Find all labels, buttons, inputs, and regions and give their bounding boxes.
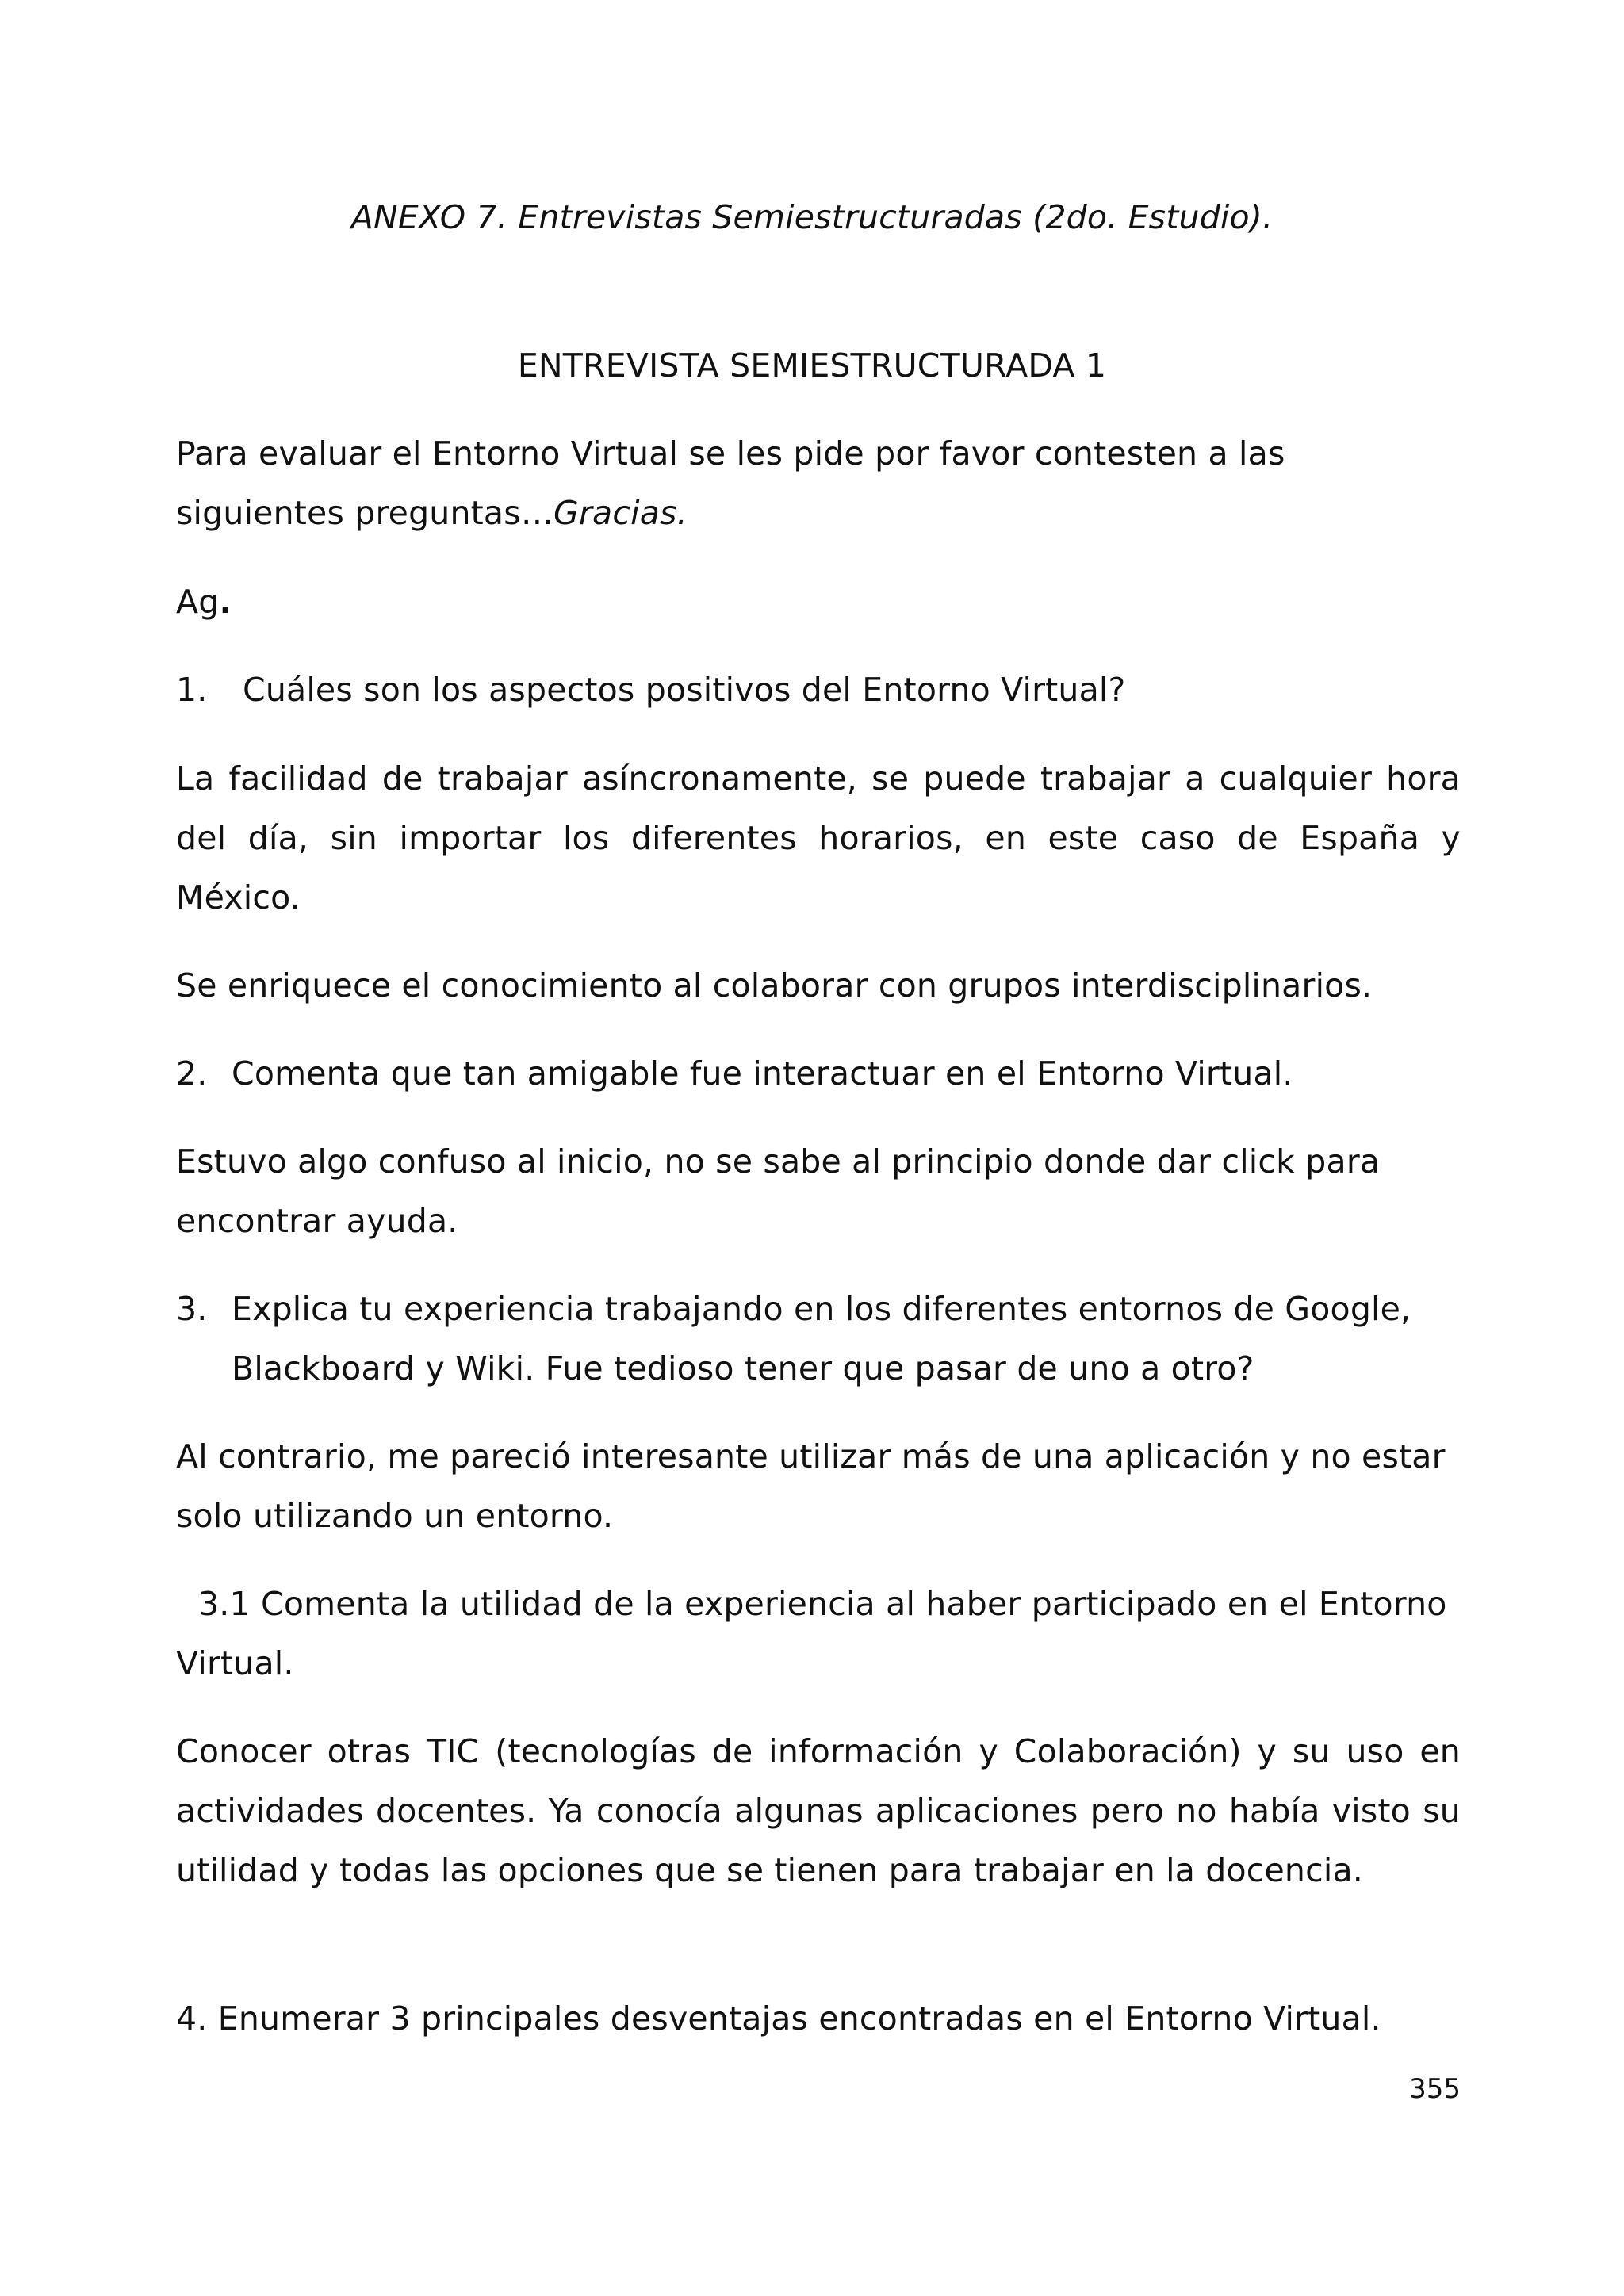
question-3-text: Explica tu experiencia trabajando en los diferentes entornos de Google, [232,1290,1411,1328]
respondent-label [176,572,232,632]
answer-1-line-1: La facilidad de trabajar asíncronamente, se puede trabajar a cualquier hora [176,760,1461,798]
answer-3-line-1: Al contrario, me pareció interesante utilizar más de una aplicación y no estar [176,1437,1446,1475]
answer-3-1-line-3: utilidad y todas las opciones que se tienen para trabajar en la docencia. [176,1851,1364,1889]
question-2-text: Comenta que tan amigable fue interactuar en el Entorno Virtual. [232,1054,1293,1093]
answer-1-line-2: del día, sin importar los diferentes horarios, en este caso de España y [176,819,1461,857]
annex-title: ANEXO 7. Entrevistas Semiestructuradas (2do. Estudio). [350,198,1274,236]
answer-1-line-4: Se enriquece el conocimiento al colaborar con grupos interdisciplinarios. [176,966,1373,1004]
question-3-continued: Blackboard y Wiki. Fue tedioso tener que pasar de uno a otro? [232,1349,1254,1387]
intro-thanks: Gracias. [553,494,688,532]
answer-3-line-2: solo utilizando un entorno. [176,1497,614,1535]
page-number: 355 [1409,2073,1461,2105]
answer-3-1-line-1: Conocer otras TIC (tecnologías de información y Colaboración) y su uso en [176,1732,1461,1770]
question-3-number: 3. [176,1290,208,1328]
question-4: 4. Enumerar 3 principales desventajas encontradas en el Entorno Virtual. [176,1999,1381,2038]
answer-2-line-1: Estuvo algo confuso al inicio, no se sabe al principio donde dar click para [176,1142,1381,1181]
question-1-number: 1. [176,671,208,709]
question-1-text: Cuáles son los aspectos positivos del Entorno Virtual? [243,671,1126,709]
answer-1-line-3: México. [176,878,301,916]
answer-3-1-line-2: actividades docentes. Ya conocía algunas aplicaciones pero no había visto su [176,1792,1461,1830]
question-2-number: 2. [176,1054,208,1093]
intro-text: Para evaluar el Entorno Virtual se les pide por favor contesten a las [176,434,1285,473]
answer-2-line-2: encontrar ayuda. [176,1202,458,1240]
intro-prefix: siguientes preguntas… [176,494,554,532]
respondent-dot: . [219,583,232,621]
intro-text-continued [176,484,688,543]
respondent-initials: Ag [176,583,220,621]
question-3-1: 3.1 Comenta la utilidad de la experiencia al haber participado en el Entorno [198,1585,1447,1623]
question-3-1-continued: Virtual. [176,1644,294,1682]
question-1 [176,660,1125,720]
interview-heading: ENTREVISTA SEMIESTRUCTURADA 1 [517,346,1107,385]
question-3 [176,1280,1411,1339]
question-2 [176,1044,1293,1104]
